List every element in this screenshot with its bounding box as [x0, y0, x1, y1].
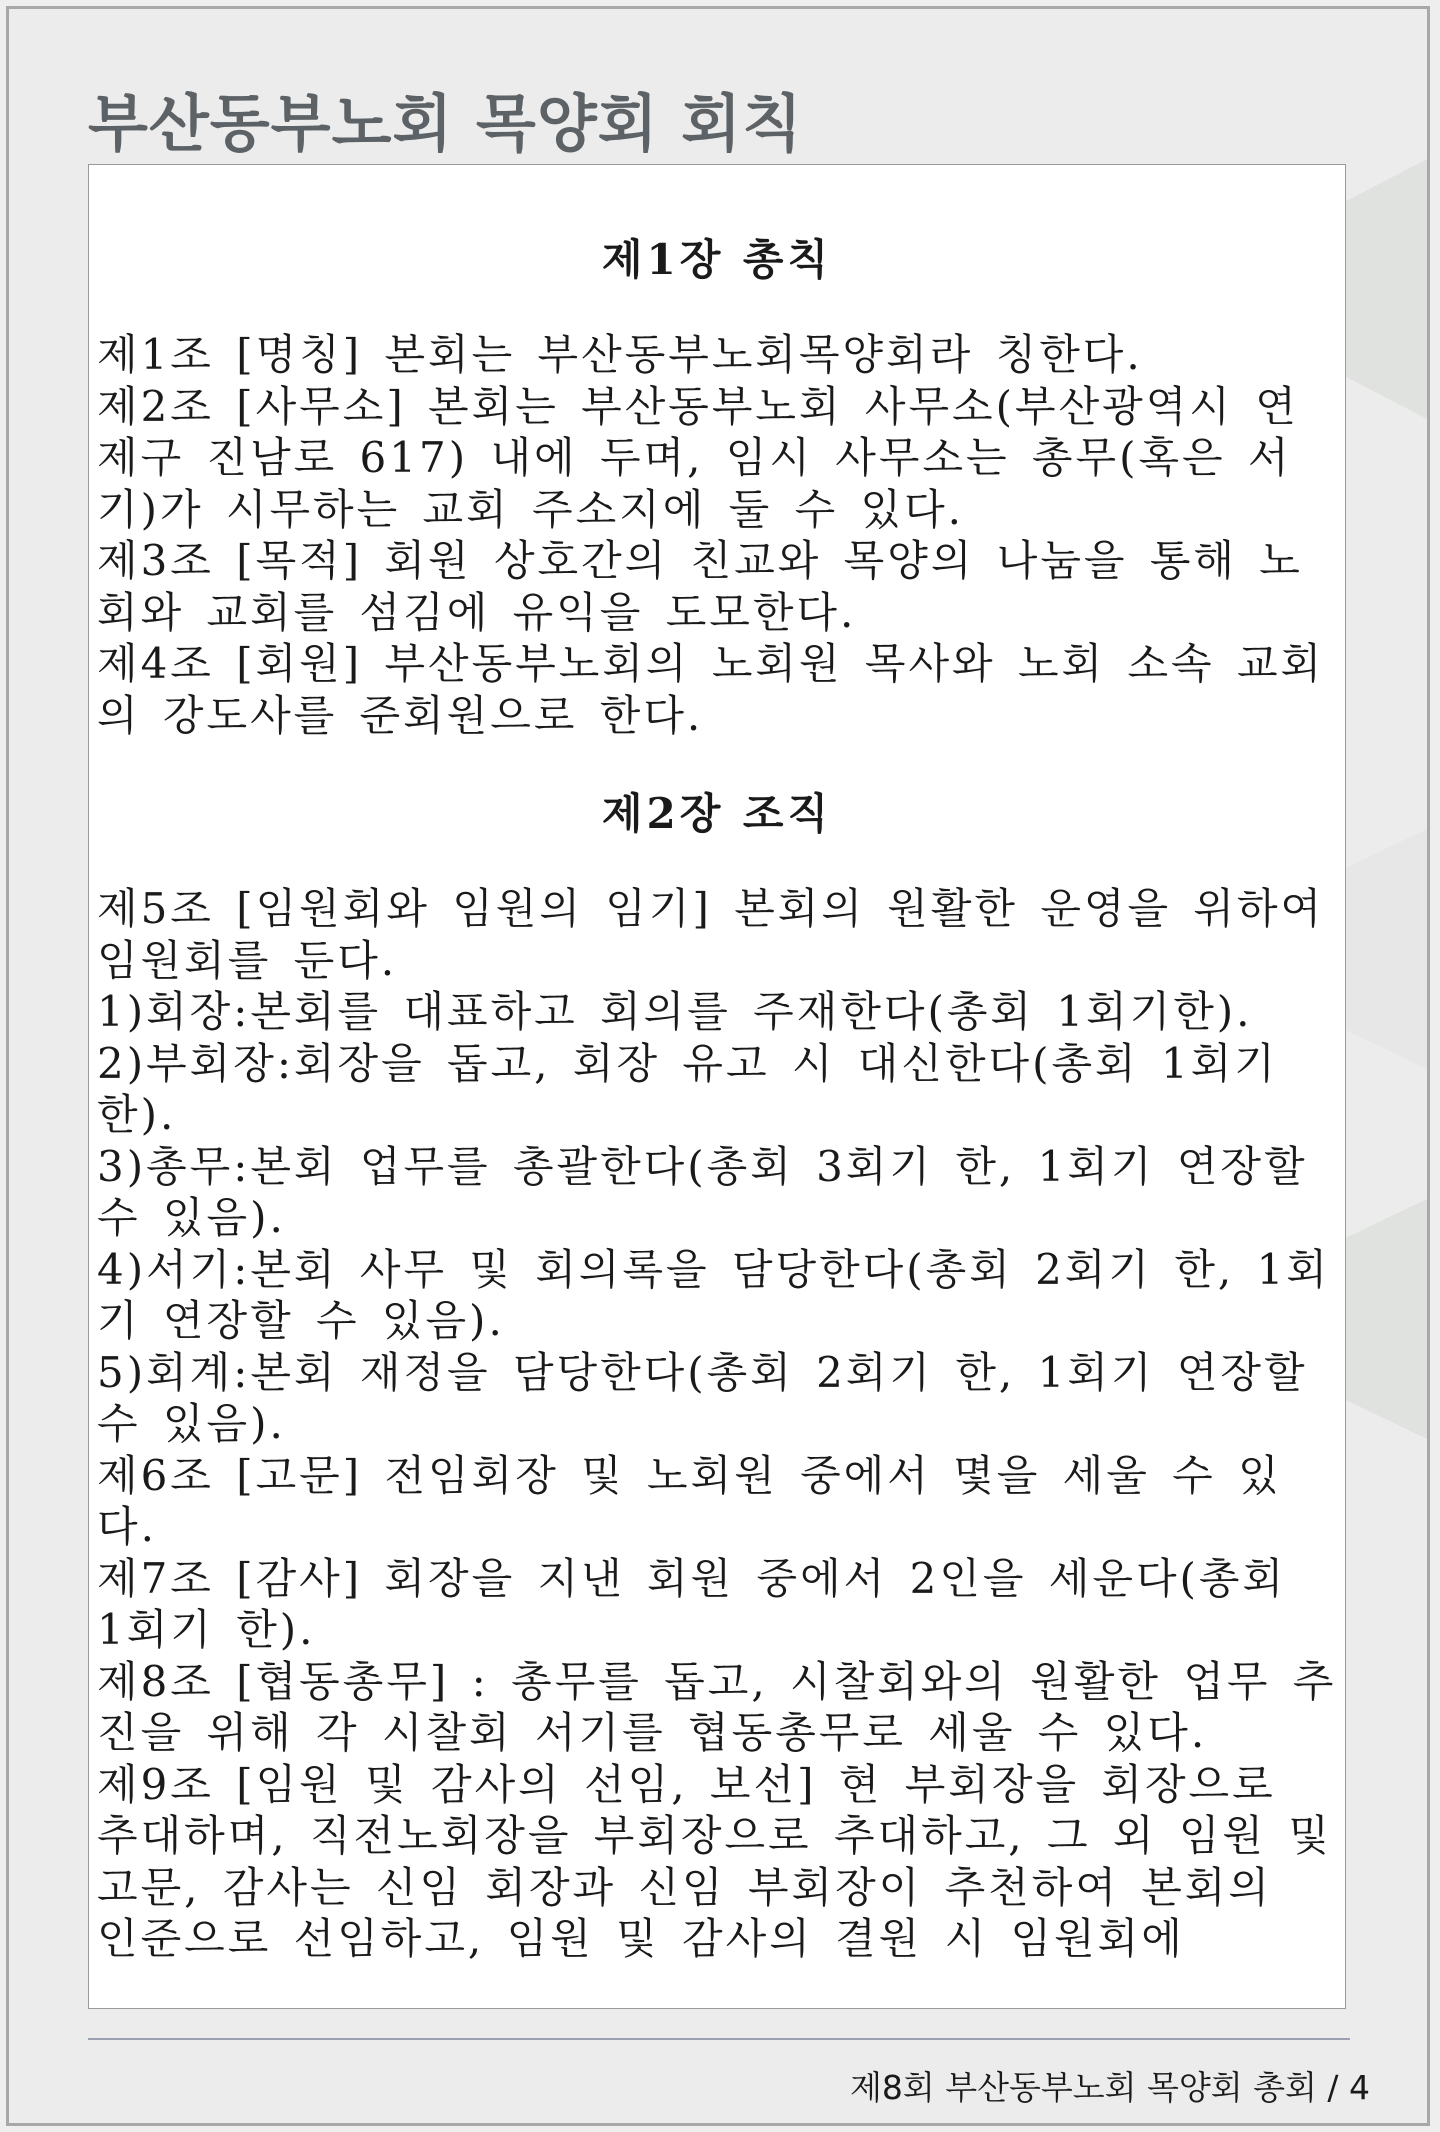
page-title: 부산동부노회 목양회 회칙 [88, 87, 803, 160]
article-8: 제8조 [협동총무] : 총무를 돕고, 시찰회와의 원활한 업무 추진을 위해 각 시찰회 서기를 협동총무로 세울 수 있다. [97, 1656, 1337, 1757]
article-1: 제1조 [명칭] 본회는 부산동부노회목양회라 칭한다. [97, 330, 1143, 379]
bylaws-content [88, 164, 1346, 2009]
list-item-treasurer: 5)회계:본회 재정을 담당한다(총회 2회기 한, 1회기 연장할 수 있음). [97, 1347, 1308, 1448]
list-item-vice-president: 2)부회장:회장을 돕고, 회장 유고 시 대신한다(총회 1회기한). [97, 1038, 1278, 1139]
article-9: 제9조 [임원 및 감사의 선임, 보선] 현 부회장을 회장으로 추대하며, 직전노회장을 부회장으로 추대하고, 그 외 임원 및 고문, 감사는 신임 회장과 신임 부회장이 추천하여 본회의 인준으로 선임하고, 임원 및 감사의 결원 시 임원회에 [97, 1759, 1332, 1963]
chapter-1-title: 제1장 총칙 [601, 235, 833, 284]
article-6: 제6조 [고문] 전임회장 및 노회원 중에서 몇을 세울 수 있다. [97, 1450, 1282, 1551]
article-7: 제7조 [감사] 회장을 지낸 회원 중에서 2인을 세운다(총회 1회기 한). [97, 1553, 1287, 1654]
article-3: 제3조 [목적] 회원 상호간의 친교와 목양의 나눔을 통해 노회와 교회를 섬김에 유익을 도모한다. [97, 536, 1303, 637]
footer-divider [88, 2038, 1350, 2040]
article-4: 제4조 [회원] 부산동부노회의 노회원 목사와 노회 소속 교회의 강도사를 준회원으로 한다. [97, 639, 1325, 740]
list-item-clerk: 4)서기:본회 사무 및 회의록을 담당한다(총회 2회기 한, 1회기 연장할 수 있음). [97, 1244, 1330, 1345]
list-item-general-secretary: 3)총무:본회 업무를 총괄한다(총회 3회기 한, 1회기 연장할 수 있음). [97, 1141, 1308, 1242]
article-2: 제2조 [사무소] 본회는 부산동부노회 사무소(부산광역시 연제구 진남로 617) 내에 두며, 임시 사무소는 총무(혹은 서기)가 시무하는 교회 주소지에 둘 수 있다. [97, 381, 1299, 534]
article-5: 제5조 [임원회와 임원의 임기] 본회의 원활한 운영을 위하여 임원회를 둔다. [97, 884, 1325, 985]
footer-page-info: 제8회 부산동부노회 목양회 총회 / 4 [850, 2068, 1370, 2107]
chapter-2-title: 제2장 조직 [601, 789, 833, 838]
list-item-president: 1)회장:본회를 대표하고 회의를 주재한다(총회 1회기한). [97, 987, 1253, 1036]
